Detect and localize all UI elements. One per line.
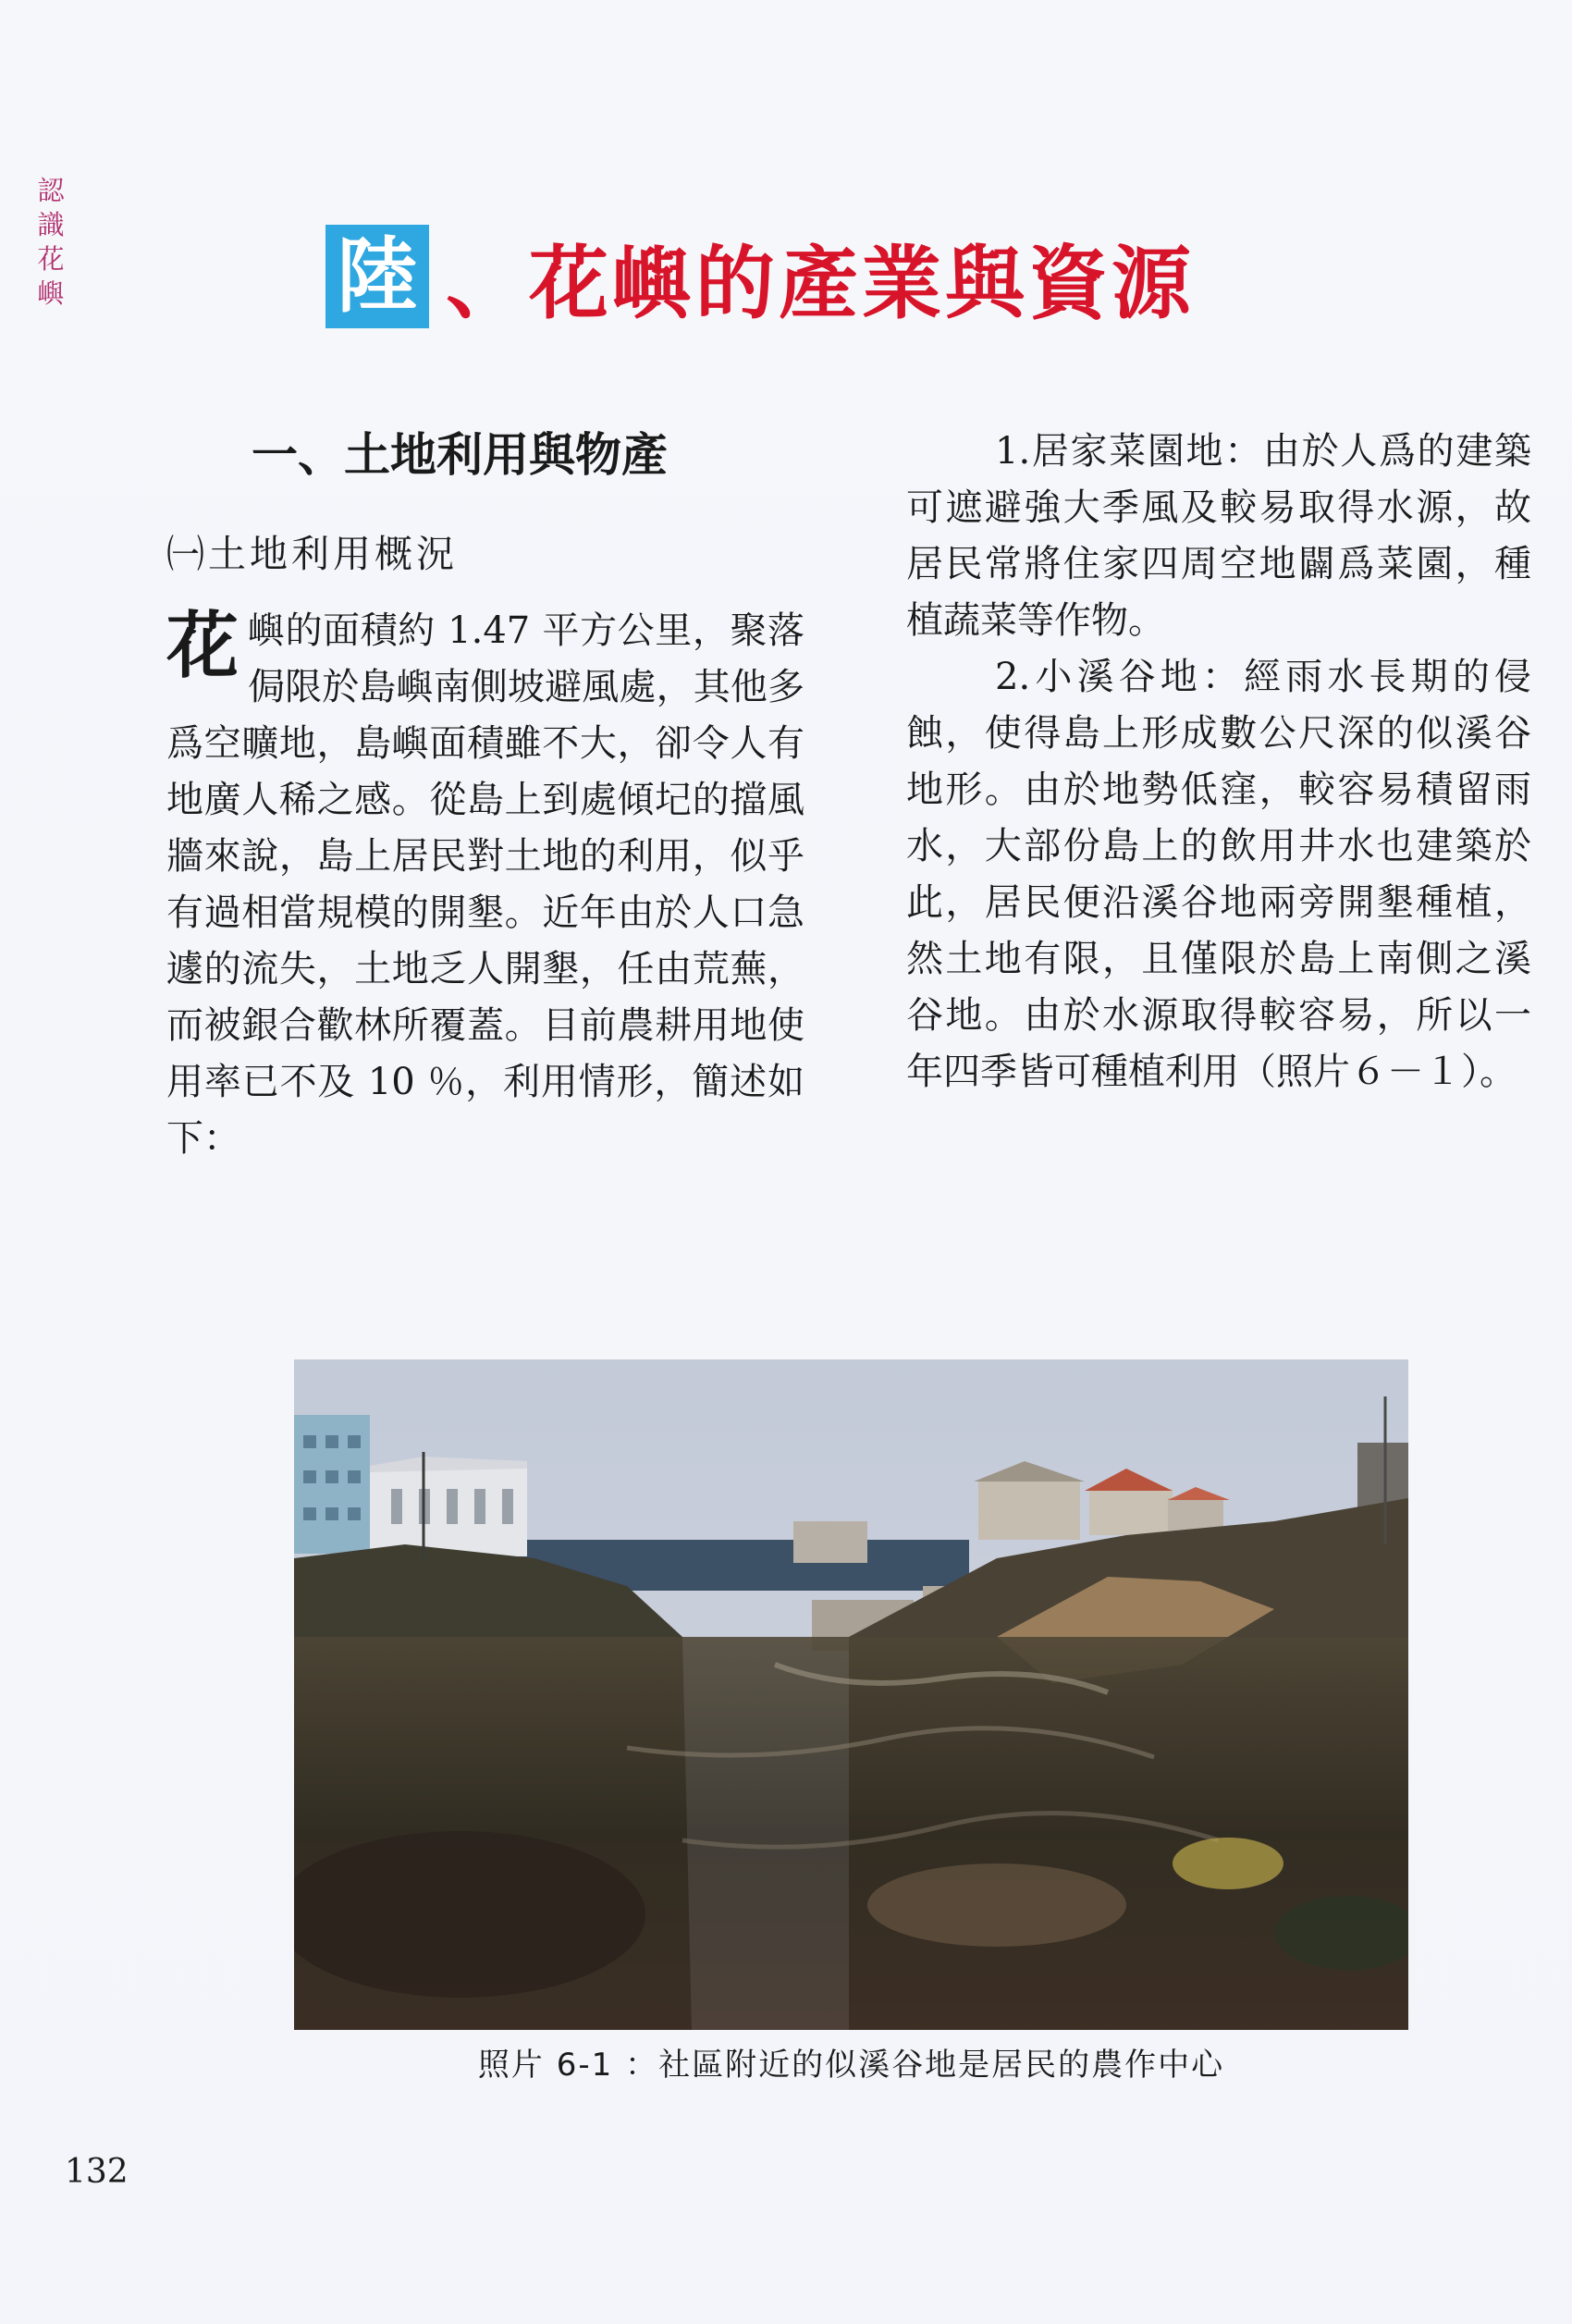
left-column [166, 603, 804, 1167]
chapter-title [325, 220, 1195, 333]
left-column-text: 嶼的面積約 1.47 平方公里，聚落侷限於島嶼南側坡避風處，其他多爲空曠地，島嶼面積雖不大，卻令人有地廣人稀之感。從島上到處傾圮的擋風牆來說，島上居民對土地的利用，似乎有過相當規模的開墾。近年由於人口急遽的流失，土地乏人開墾，任由荒蕪，而被銀合歡林所覆蓋。目前農耕用地使用率已不及 10 ％，利用情形，簡述如下： [166, 609, 804, 1160]
side-tab-char: 嶼 [37, 277, 65, 309]
drop-cap: 花 [166, 605, 239, 688]
paragraph-home-garden: 1.居家菜園地：由於人爲的建築可遮避強大季風及較易取得水源，故居民常將住家四周空地闢爲菜園，種植蔬菜等作物。 [906, 430, 1531, 642]
chapter-number-badge: 陸 [325, 225, 429, 328]
side-tab [35, 174, 67, 311]
right-column [906, 424, 1531, 1101]
side-tab-char: 花 [37, 243, 65, 275]
photo-caption: 照片 6-1 ：社區附近的似溪谷地是居民的農作中心 [477, 2047, 1225, 2084]
chapter-title-text: 、花嶼的產業與資源 [446, 238, 1195, 330]
section-heading: 一、土地利用與物產 [252, 428, 668, 482]
photo-valley [294, 1359, 1408, 2030]
side-tab-char: 識 [37, 209, 65, 240]
page-number: 132 [65, 2153, 129, 2191]
subsection-heading: ㈠土地利用概況 [166, 532, 458, 576]
paragraph-valley-land: 2.小溪谷地：經雨水長期的侵蝕，使得島上形成數公尺深的似溪谷地形。由於地勢低窪，較容易積留雨水，大部份島上的飲用井水也建築於此，居民便沿溪谷地兩旁開墾種植，然土地有限，且僅限於島上南側之溪谷地。由於水源取得較容易，所以一年四季皆可種植利用（照片６－１）。 [906, 656, 1531, 1093]
side-tab-char: 認 [37, 175, 65, 206]
